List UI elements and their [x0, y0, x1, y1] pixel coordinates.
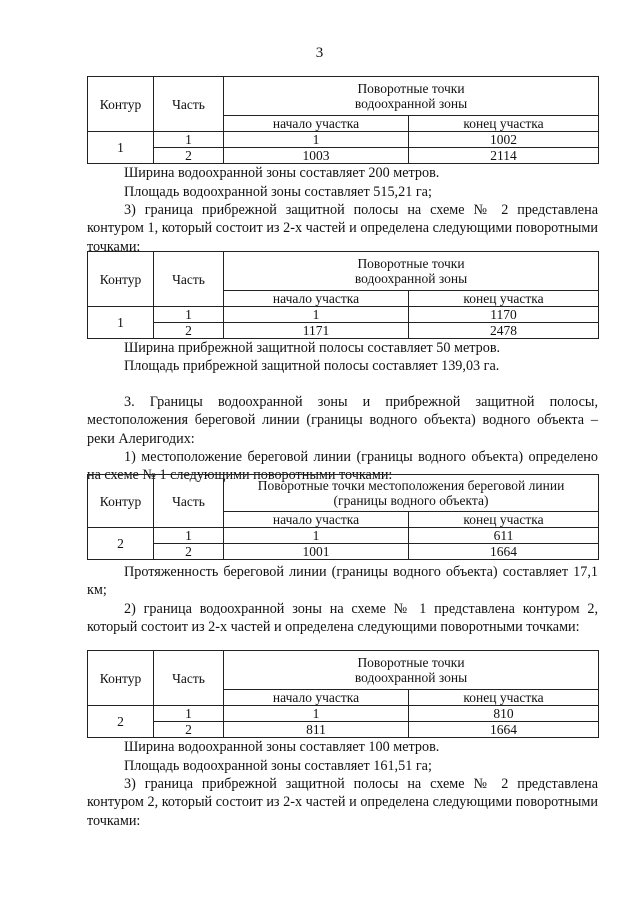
paragraph: Ширина водоохранной зоны составляет 200 метров.: [124, 165, 440, 181]
paragraph: Площадь водоохранной зоны составляет 161,51 га;: [124, 758, 432, 774]
header-part: Часть: [154, 651, 224, 706]
header-line-2: (границы водного объекта): [333, 493, 489, 508]
header-part: Часть: [154, 475, 224, 528]
header-end: конец участка: [409, 690, 599, 706]
cell-part: 2: [154, 722, 224, 738]
table-water-zone-contour-1: [87, 76, 598, 164]
cell-part: 1: [154, 528, 224, 544]
paragraph: 3) граница прибрежной защитной полосы на схеме № 2 представлена контуром 2, который состоит из 2-х частей и определена следующими поворотными точками:: [87, 776, 598, 829]
table-shoreline-contour-2: [87, 474, 598, 560]
cell-contour: 1: [88, 307, 154, 339]
header-line-2: водоохранной зоны: [354, 670, 468, 685]
header-start: начало участка: [224, 291, 409, 307]
header-contour: Контур: [88, 252, 154, 307]
header-line-1: Поворотные точки: [357, 256, 465, 271]
header-points-group: [224, 252, 599, 291]
header-part: Часть: [154, 77, 224, 132]
cell-contour: 1: [88, 132, 154, 164]
header-line-1: Поворотные точки: [357, 655, 465, 670]
header-end: конец участка: [409, 512, 599, 528]
header-line-2: водоохранной зоны: [354, 271, 468, 286]
header-contour: Контур: [88, 651, 154, 706]
cell-end: 810: [409, 706, 599, 722]
header-points-group: [224, 651, 599, 690]
cell-start: 811: [224, 722, 409, 738]
cell-end: 611: [409, 528, 599, 544]
cell-start: 1001: [224, 544, 409, 560]
header-start: начало участка: [224, 116, 409, 132]
table-water-zone-contour-2: [87, 650, 598, 738]
cell-start: 1: [224, 528, 409, 544]
header-contour: Контур: [88, 475, 154, 528]
cell-start: 1: [224, 132, 409, 148]
header-end: конец участка: [409, 291, 599, 307]
cell-part: 2: [154, 323, 224, 339]
header-start: начало участка: [224, 690, 409, 706]
cell-start: 1: [224, 706, 409, 722]
cell-contour: 2: [88, 706, 154, 738]
paragraph: Площадь водоохранной зоны составляет 515,21 га;: [124, 184, 432, 200]
cell-end: 1664: [409, 722, 599, 738]
paragraph: Ширина водоохранной зоны составляет 100 метров.: [124, 739, 440, 755]
header-line-1: Поворотные точки: [357, 81, 465, 96]
cell-start: 1: [224, 307, 409, 323]
cell-end: 2114: [409, 148, 599, 164]
cell-part: 1: [154, 706, 224, 722]
paragraph: 2) граница водоохранной зоны на схеме № 1 представлена контуром 2, который состоит из 2-х частей и определена следующими поворотными точками:: [87, 601, 598, 636]
header-line-2: водоохранной зоны: [354, 96, 468, 111]
paragraph: Протяженность береговой линии (границы водного объекта) составляет 17,1 км;: [87, 564, 598, 599]
header-shore-group: [224, 475, 599, 512]
cell-part: 1: [154, 132, 224, 148]
cell-end: 1664: [409, 544, 599, 560]
cell-start: 1171: [224, 323, 409, 339]
header-end: конец участка: [409, 116, 599, 132]
cell-start: 1003: [224, 148, 409, 164]
header-part: Часть: [154, 252, 224, 307]
paragraph: Ширина прибрежной защитной полосы составляет 50 метров.: [124, 340, 501, 356]
cell-part: 2: [154, 544, 224, 560]
paragraph: 3. Границы водоохранной зоны и прибрежной защитной полосы, местоположения береговой линии (границы водного объекта) водного объекта – реки Алеригодих:: [87, 394, 598, 447]
table-protective-strip-contour-1: [87, 251, 598, 339]
cell-end: 1002: [409, 132, 599, 148]
cell-end: 2478: [409, 323, 599, 339]
cell-end: 1170: [409, 307, 599, 323]
header-line-1: Поворотные точки местоположения береговой линии: [257, 478, 565, 493]
header-start: начало участка: [224, 512, 409, 528]
cell-part: 1: [154, 307, 224, 323]
header-points-group: [224, 77, 599, 116]
header-contour: Контур: [88, 77, 154, 132]
cell-part: 2: [154, 148, 224, 164]
page-number: 3: [315, 45, 324, 61]
paragraph: 1) местоположение береговой линии (границы водного объекта) определено на схеме № 1 следующими поворотными точками:: [87, 449, 598, 484]
paragraph: 3) граница прибрежной защитной полосы на схеме № 2 представлена контуром 1, который состоит из 2-х частей и определена следующими поворотными точками:: [87, 202, 598, 255]
paragraph: Площадь прибрежной защитной полосы составляет 139,03 га.: [124, 358, 500, 374]
cell-contour: 2: [88, 528, 154, 560]
